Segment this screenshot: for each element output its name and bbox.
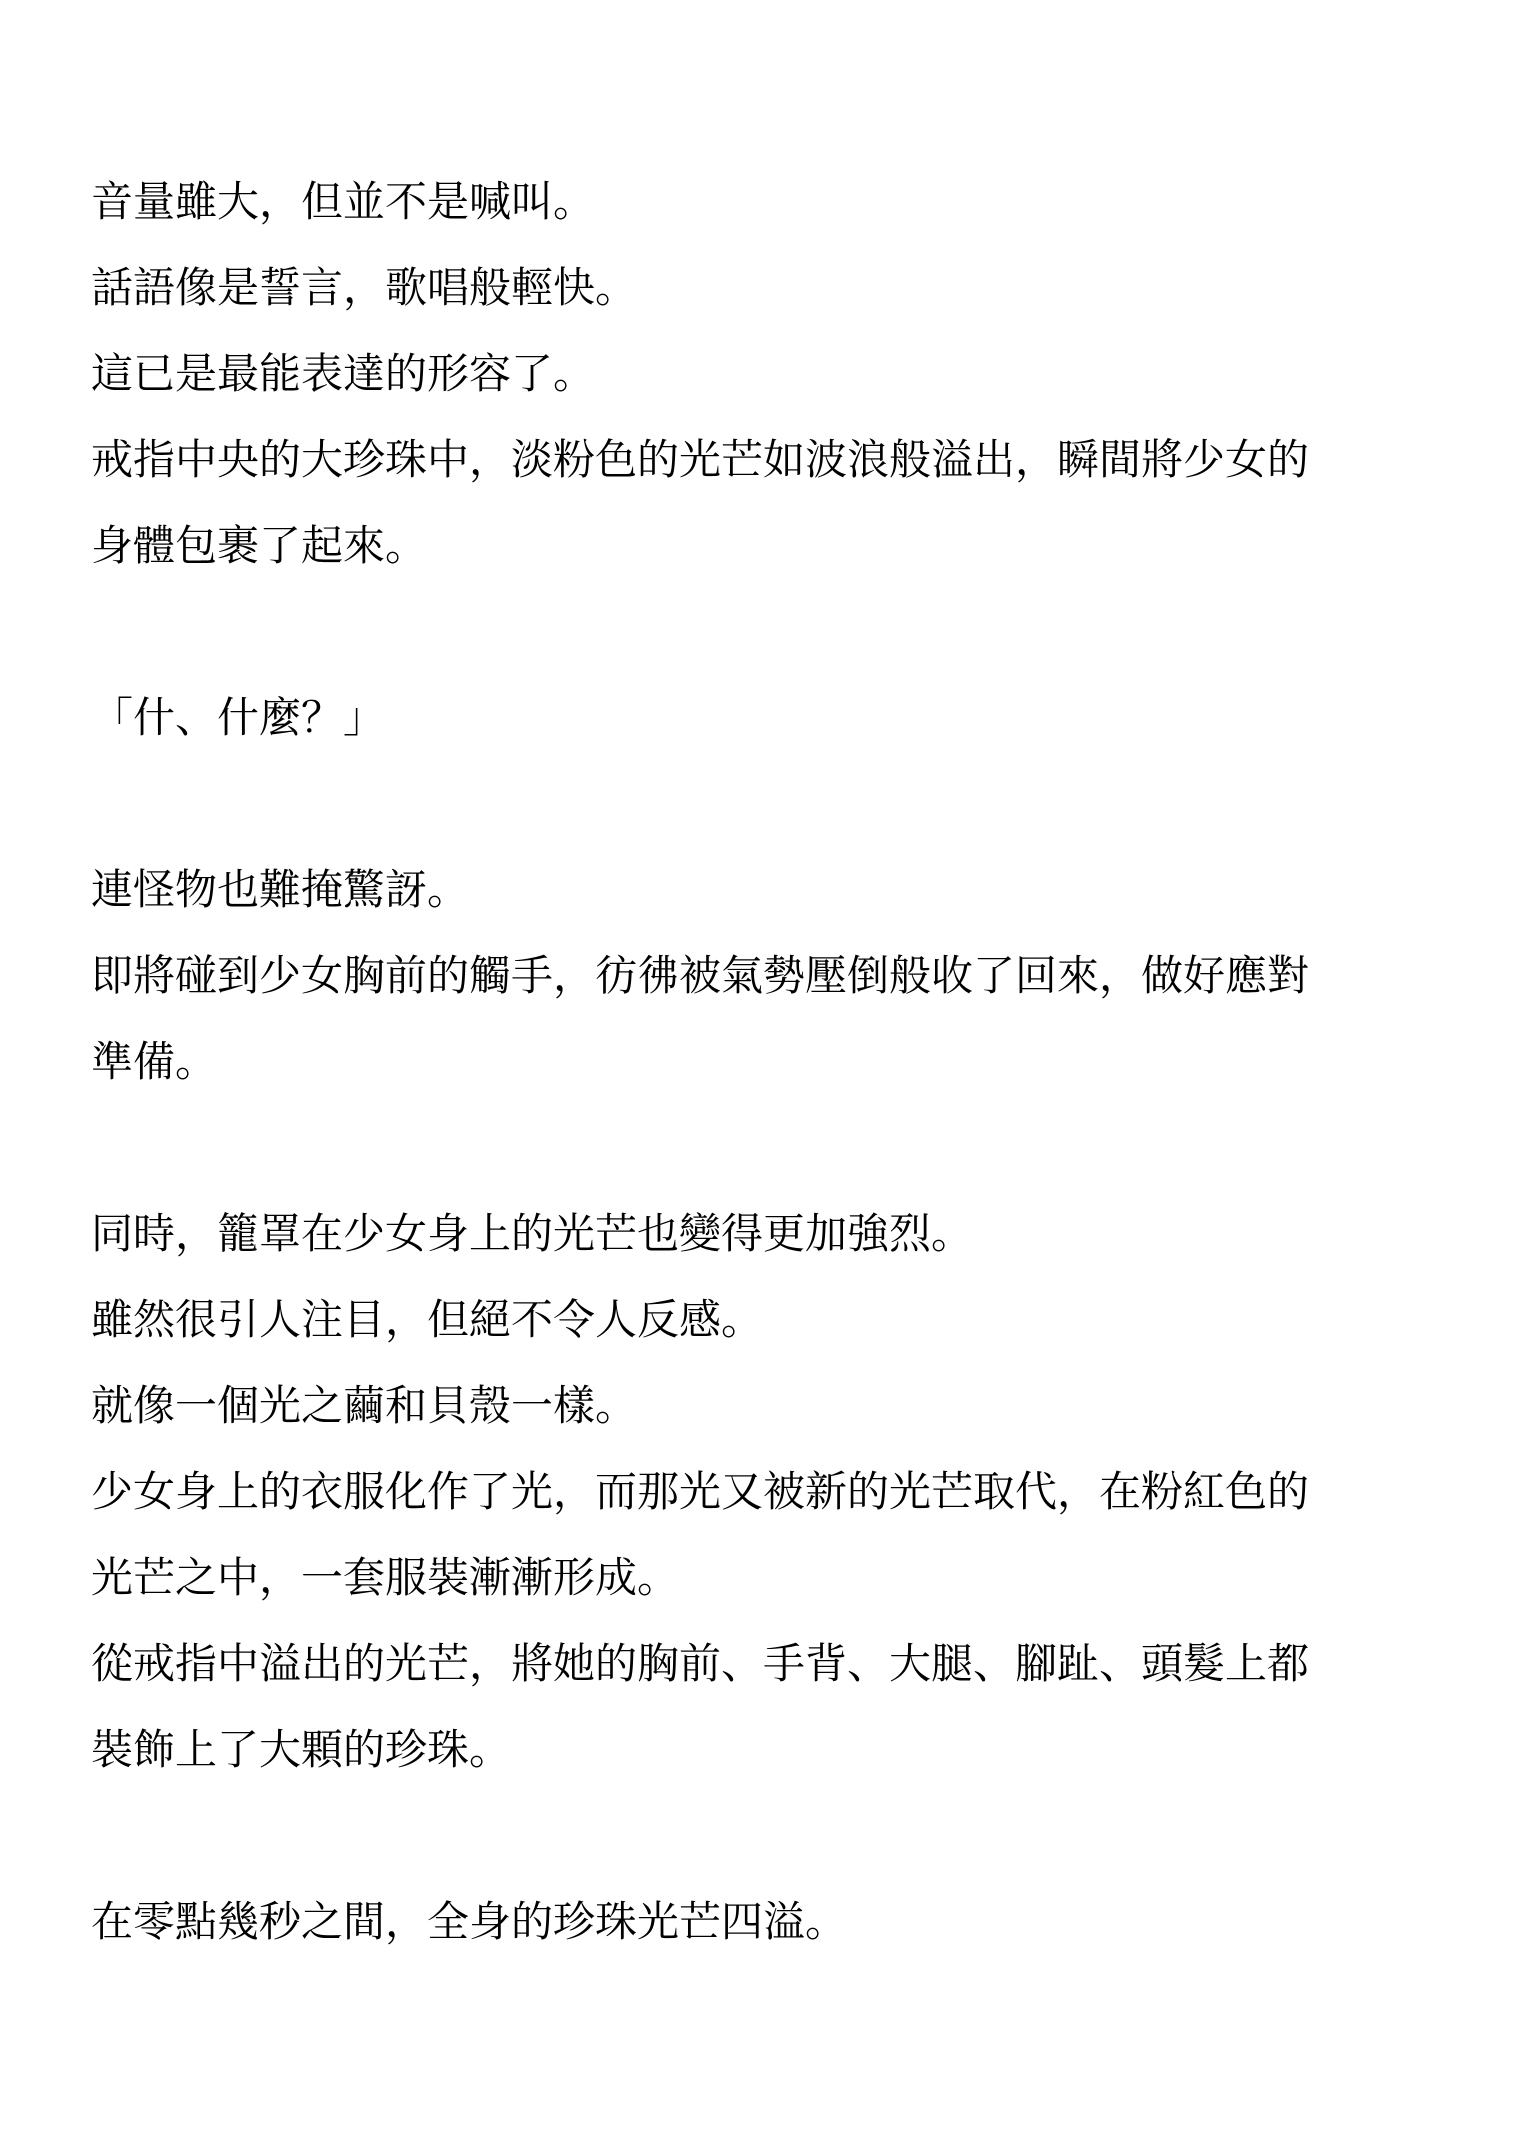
text-line: 音量雖大，但並不是喊叫。 [91, 177, 596, 226]
text-line: 話語像是誓言，歌唱般輕快。 [91, 263, 638, 312]
text-line: 就像一個光之繭和貝殼一樣。 [91, 1381, 638, 1430]
text-line: 少女身上的衣服化作了光，而那光又被新的光芒取代，在粉紅色的 [91, 1467, 1310, 1516]
text-line: 這已是最能表達的形容了。 [91, 349, 596, 398]
text-line: 身體包裹了起來。 [91, 521, 428, 570]
text-line: 雖然很引人注目，但絕不令人反感。 [91, 1295, 764, 1344]
text-line: 裝飾上了大顆的珍珠。 [91, 1725, 512, 1774]
dialogue-line: 「什、什麼？」 [91, 693, 386, 742]
text-line: 即將碰到少女胸前的觸手，彷彿被氣勢壓倒般收了回來，做好應對 [91, 951, 1310, 1000]
text-line: 戒指中央的大珍珠中，淡粉色的光芒如波浪般溢出，瞬間將少女的 [91, 435, 1310, 484]
text-line: 準備。 [91, 1037, 218, 1086]
text-line: 連怪物也難掩驚訝。 [91, 865, 470, 914]
text-line: 從戒指中溢出的光芒，將她的胸前、手背、大腿、腳趾、頭髮上都 [91, 1639, 1310, 1688]
text-line: 在零點幾秒之間，全身的珍珠光芒四溢。 [91, 1897, 848, 1946]
text-line: 同時，籠罩在少女身上的光芒也變得更加強烈。 [91, 1209, 974, 1258]
text-line: 光芒之中，一套服裝漸漸形成。 [91, 1553, 680, 1602]
